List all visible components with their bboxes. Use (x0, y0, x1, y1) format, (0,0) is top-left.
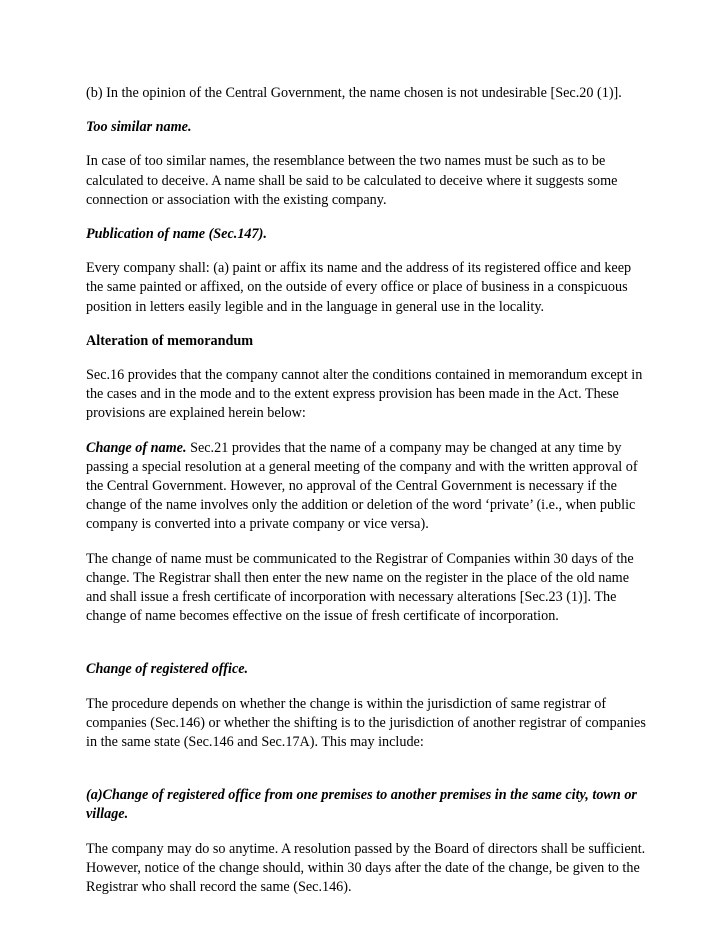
paragraph-too-similar-names: In case of too similar names, the resemblance between the two names must be such as to be calculated to deceive. A name shall be said to be calculated to deceive where it suggests some connection or association with the existing company. (86, 153, 618, 208)
change-of-name-text: Sec.21 provides that the name of a company may be changed at any time by passing a special resolution at a general meeting of the company and with the written approval of the Central Government. However, no approval of the Central Government is necessary if the change of the name involves only the addition or deletion of the word ‘private’ (i.e., when public company is converted into a private company or vice versa). (86, 439, 638, 533)
heading-change-of-registered-office: Change of registered office. (86, 661, 249, 678)
paragraph-name-undesirable: (b) In the opinion of the Central Government, the name chosen is not undesirable [Sec.20 (1)]. (86, 85, 622, 101)
heading-too-similar-name: Too similar name. (86, 119, 192, 136)
paragraph-change-same-city: The company may do so anytime. A resolution passed by the Board of directors shall be sufficient. However, notice of the change should, within 30 days after the date of the change, be given to the Registrar who shall record the same (Sec.146). (86, 840, 646, 896)
paragraph-registered-office-procedure: The procedure depends on whether the change is within the jurisdiction of same registrar of companies (Sec.146) or whether the shifting is to the jurisdiction of another registrar of companies in the same state (Sec.146 and Sec.17A). This may include: (86, 695, 646, 751)
paragraph-alteration-of-memorandum: Sec.16 provides that the company cannot alter the conditions contained in memorandum except in the cases and in the mode and to the extent express provision has been made in the Act. These provisions are explained herein below: (86, 367, 643, 422)
document-page (86, 84, 646, 912)
heading-change-same-city: (a)Change of registered office from one premises to another premises in the same city, town or village. (86, 787, 637, 823)
paragraph-publication-of-name: Every company shall: (a) paint or affix its name and the address of its registered office and keep the same painted or affixed, on the outside of every office or place of business in a conspicuous position in letters easily legible and in the language in general use in the locality. (86, 260, 632, 315)
paragraph-change-of-name (86, 439, 646, 535)
heading-publication-of-name: Publication of name (Sec.147). (86, 226, 267, 243)
inline-heading-change-of-name: Change of name. (86, 439, 187, 456)
paragraph-name-change-communication: The change of name must be communicated to the Registrar of Companies within 30 days of the change. The Registrar shall then enter the new name on the register in the place of the old name and shall issue a fresh certificate of incorporation with necessary alterations [Sec.23 (1)]. The change of name becomes effective on the issue of fresh certificate of incorporation. (86, 550, 634, 625)
heading-alteration-of-memorandum: Alteration of memorandum (86, 332, 254, 349)
